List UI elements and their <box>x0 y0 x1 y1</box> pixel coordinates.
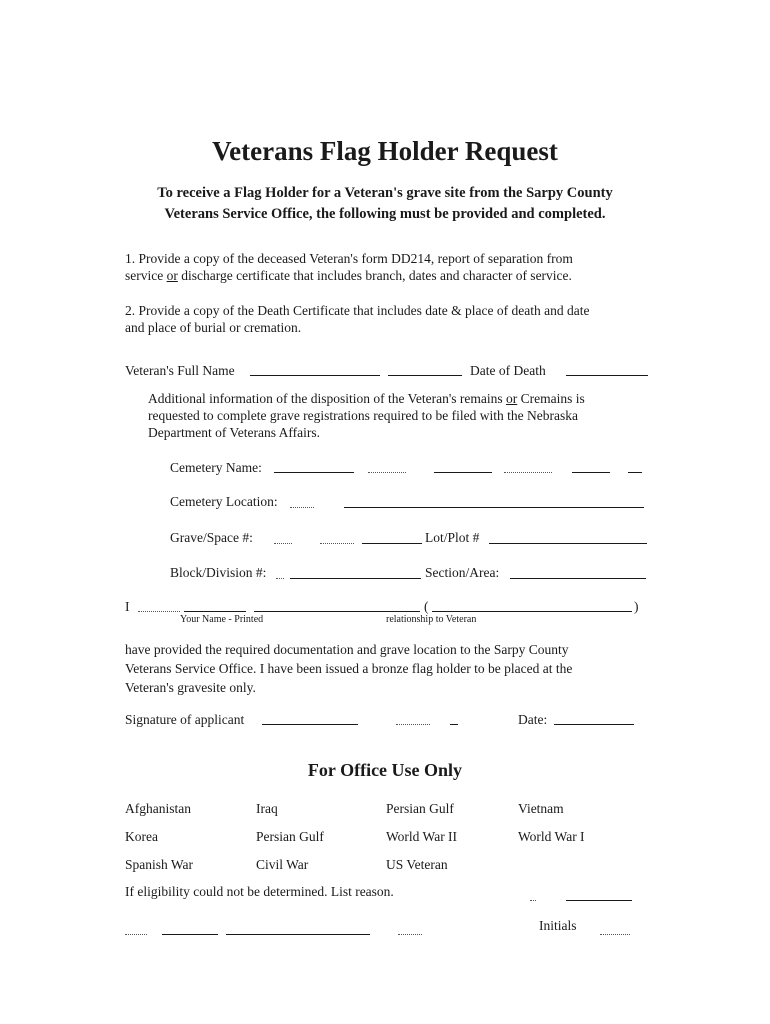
eligibility-field-2[interactable] <box>566 900 632 901</box>
additional-info-text-b: Cremains is <box>517 391 585 406</box>
instruction-1-line-1: 1. Provide a copy of the deceased Veteran's form DD214, report of separation from <box>125 251 573 266</box>
additional-info-line-3: Department of Veterans Affairs. <box>148 425 320 440</box>
office-grid-r1-c2: World War II <box>386 829 458 844</box>
office-grid-r1-c0: Korea <box>125 829 158 844</box>
office-grid-r0-c1: Iraq <box>256 801 278 816</box>
applicant-name-field[interactable] <box>138 611 180 612</box>
section-area-field[interactable] <box>510 578 646 579</box>
cemetery-name-field-5[interactable] <box>572 472 610 473</box>
signature-field[interactable] <box>262 724 358 725</box>
declaration-line-2: Veterans Service Office. I have been issued a bronze flag holder to be placed at the <box>125 661 573 676</box>
veteran-name-field-2[interactable] <box>388 375 462 376</box>
instruction-1-text-b: discharge certificate that includes branch, dates and character of service. <box>177 268 572 283</box>
instruction-1-text-a: service <box>125 268 167 283</box>
block-division-field[interactable] <box>276 578 284 579</box>
lot-plot-label: Lot/Plot # <box>425 530 480 545</box>
paren-close: ) <box>634 599 639 614</box>
eligibility-text: If eligibility could not be determined. List reason. <box>125 884 394 899</box>
signature-field-3[interactable] <box>450 724 458 725</box>
date-of-death-field[interactable] <box>566 375 648 376</box>
date-label: Date: <box>518 712 548 727</box>
cemetery-location-field[interactable] <box>290 507 314 508</box>
office-grid-r1-c1: Persian Gulf <box>256 829 324 844</box>
section-area-label: Section/Area: <box>425 565 500 580</box>
veteran-name-label: Veteran's Full Name <box>125 363 235 378</box>
cemetery-name-field[interactable] <box>274 472 354 473</box>
relationship-field[interactable] <box>432 611 632 612</box>
date-field[interactable] <box>554 724 634 725</box>
cemetery-name-label: Cemetery Name: <box>170 460 262 475</box>
initials-label: Initials <box>539 918 577 933</box>
declaration-line-3: Veteran's gravesite only. <box>125 680 256 695</box>
page-title: Veterans Flag Holder Request <box>212 136 558 166</box>
subtitle-line-2: Veterans Service Office, the following must be provided and completed. <box>164 206 606 222</box>
grave-space-field-3[interactable] <box>362 543 422 544</box>
office-grid-r0-c3: Vietnam <box>518 801 564 816</box>
signature-field-2[interactable] <box>396 724 430 725</box>
cemetery-location-label: Cemetery Location: <box>170 494 278 509</box>
office-use-heading: For Office Use Only <box>307 760 463 780</box>
declaration-line-1: have provided the required documentation and grave location to the Sarpy County <box>125 642 569 657</box>
reason-field-3[interactable] <box>226 934 370 935</box>
additional-info-text-a: Additional information of the disposition of the Veteran's remains <box>148 391 506 406</box>
office-grid-r0-c0: Afghanistan <box>125 801 191 816</box>
instruction-2-line-2: and place of burial or cremation. <box>125 320 302 335</box>
office-grid-r0-c2: Persian Gulf <box>386 801 454 816</box>
office-grid-r2-c2: US Veteran <box>386 857 448 872</box>
cemetery-name-field-6[interactable] <box>628 472 642 473</box>
instruction-1-or: or <box>166 268 178 283</box>
relationship-caption: relationship to Veteran <box>386 614 477 625</box>
office-grid-r2-c0: Spanish War <box>125 857 194 872</box>
your-name-caption: Your Name - Printed <box>180 614 264 625</box>
applicant-name-field-2[interactable] <box>184 611 246 612</box>
reason-field[interactable] <box>125 934 147 935</box>
initials-field[interactable] <box>600 934 630 935</box>
veteran-name-field[interactable] <box>250 375 380 376</box>
instruction-2-line-1: 2. Provide a copy of the Death Certificate that includes date & place of death and date <box>125 303 590 318</box>
signature-label: Signature of applicant <box>125 712 245 727</box>
applicant-name-field-3[interactable] <box>254 611 420 612</box>
subtitle-line-1: To receive a Flag Holder for a Veteran's grave site from the Sarpy County <box>157 185 613 201</box>
office-grid-r1-c3: World War I <box>518 829 585 844</box>
reason-field-2[interactable] <box>162 934 218 935</box>
lot-plot-field[interactable] <box>489 543 647 544</box>
additional-info-line-2: requested to complete grave registrations required to be filed with the Nebraska <box>148 408 578 423</box>
block-division-field-2[interactable] <box>290 578 421 579</box>
i-label: I <box>125 599 130 614</box>
cemetery-name-field-2[interactable] <box>368 472 406 473</box>
eligibility-field[interactable] <box>530 900 536 901</box>
cemetery-name-field-4[interactable] <box>504 472 552 473</box>
cemetery-name-field-3[interactable] <box>434 472 492 473</box>
additional-info-or: or <box>506 391 518 406</box>
reason-field-4[interactable] <box>398 934 422 935</box>
instruction-1-line-2 <box>125 266 572 285</box>
paren-open: ( <box>424 599 429 614</box>
grave-space-field[interactable] <box>274 543 292 544</box>
office-grid-r2-c1: Civil War <box>256 857 309 872</box>
cemetery-location-field-2[interactable] <box>344 507 644 508</box>
grave-space-field-2[interactable] <box>320 543 354 544</box>
grave-space-label: Grave/Space #: <box>170 530 253 545</box>
block-division-label: Block/Division #: <box>170 565 267 580</box>
date-of-death-label: Date of Death <box>470 363 546 378</box>
